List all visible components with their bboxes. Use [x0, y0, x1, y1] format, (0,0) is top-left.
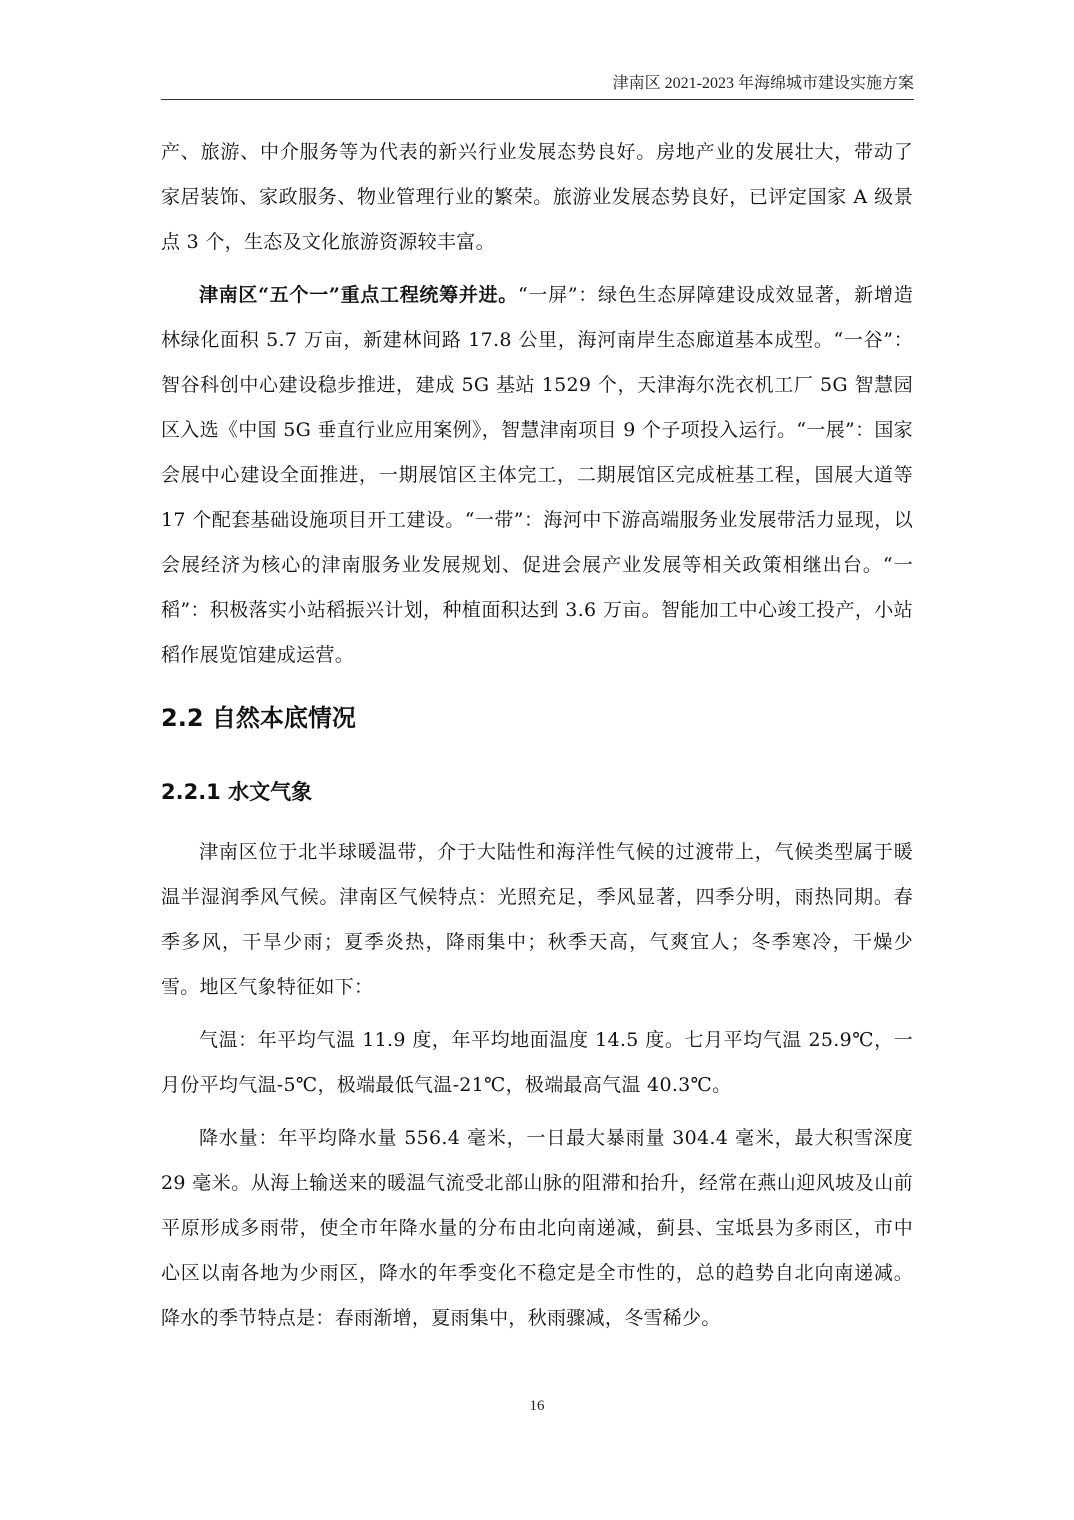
paragraph-lead-bold: 津南区“五个一”重点工程统筹并进。: [199, 284, 518, 306]
paragraph-climate-overview: 津南区位于北半球暖温带，介于大陆性和海洋性气候的过渡带上，气候类型属于暖温半湿润季风气候。津南区气候特点：光照充足，季风显著，四季分明，雨热同期。春季多风，干旱少雨；夏季炎热，降雨集中；秋季天高，气爽宜人；冬季寒冷，干燥少雪。地区气象特征如下：: [161, 841, 913, 998]
paragraph-precipitation: 降水量：年平均降水量 556.4 毫米，一日最大暴雨量 304.4 毫米，最大积雪深度 29 毫米。从海上输送来的暖温气流受北部山脉的阻滞和抬升，经常在燕山迎风坡及山前平原形成多雨带，使全市年降水量的分布由北向南递减，蓟县、宝坻县为多雨区，市中心区以南各地为少雨区，降水的年季变化不稳定是全市性的，总的趋势自北向南递减。降水的季节特点是：春雨渐增，夏雨集中，秋雨骤减，冬雪稀少。: [161, 1127, 913, 1329]
subsection-heading: 2.2.1 水文气象: [161, 780, 313, 804]
document-body: [161, 130, 913, 1349]
page-number: 16: [529, 1398, 545, 1414]
header-divider: [161, 99, 914, 100]
running-header: 津南区 2021-2023 年海绵城市建设实施方案: [612, 75, 914, 92]
paragraph-industry-continuation: 产、旅游、中介服务等为代表的新兴行业发展态势良好。房地产业的发展壮大，带动了家居装饰、家政服务、物业管理行业的繁荣。旅游业发展态势良好，已评定国家 A 级景点 3 个，生态及文化旅游资源较丰富。: [161, 141, 913, 253]
paragraph-five-projects: [161, 273, 913, 678]
paragraph-body-text: “一屏”：绿色生态屏障建设成效显著，新增造林绿化面积 5.7 万亩，新建林间路 17.8 公里，海河南岸生态廊道基本成型。“一谷”：智谷科创中心建设稳步推进，建成 5G 基站 1529 个，天津海尔洗衣机工厂 5G 智慧园区入选《中国 5G 垂直行业应用案例》，智慧津南项目 9 个子项投入运行。“一展”：国家会展中心建设全面推进，一期展馆区主体完工，二期展馆区完成桩基工程，国展大道等 17 个配套基础设施项目开工建设。“一带”：海河中下游高端服务业发展带活力显现，以会展经济为核心的津南服务业发展规划、促进会展产业发展等相关政策相继出台。“一稻”：积极落实小站稻振兴计划，种植面积达到 3.6 万亩。智能加工中心竣工投产，小站稻作展览馆建成运营。: [161, 284, 913, 666]
section-heading: 2.2 自然本底情况: [161, 704, 356, 732]
paragraph-temperature: 气温：年平均气温 11.9 度，年平均地面温度 14.5 度。七月平均气温 25.9℃，一月份平均气温-5℃，极端最低气温-21℃，极端最高气温 40.3℃。: [161, 1029, 913, 1096]
